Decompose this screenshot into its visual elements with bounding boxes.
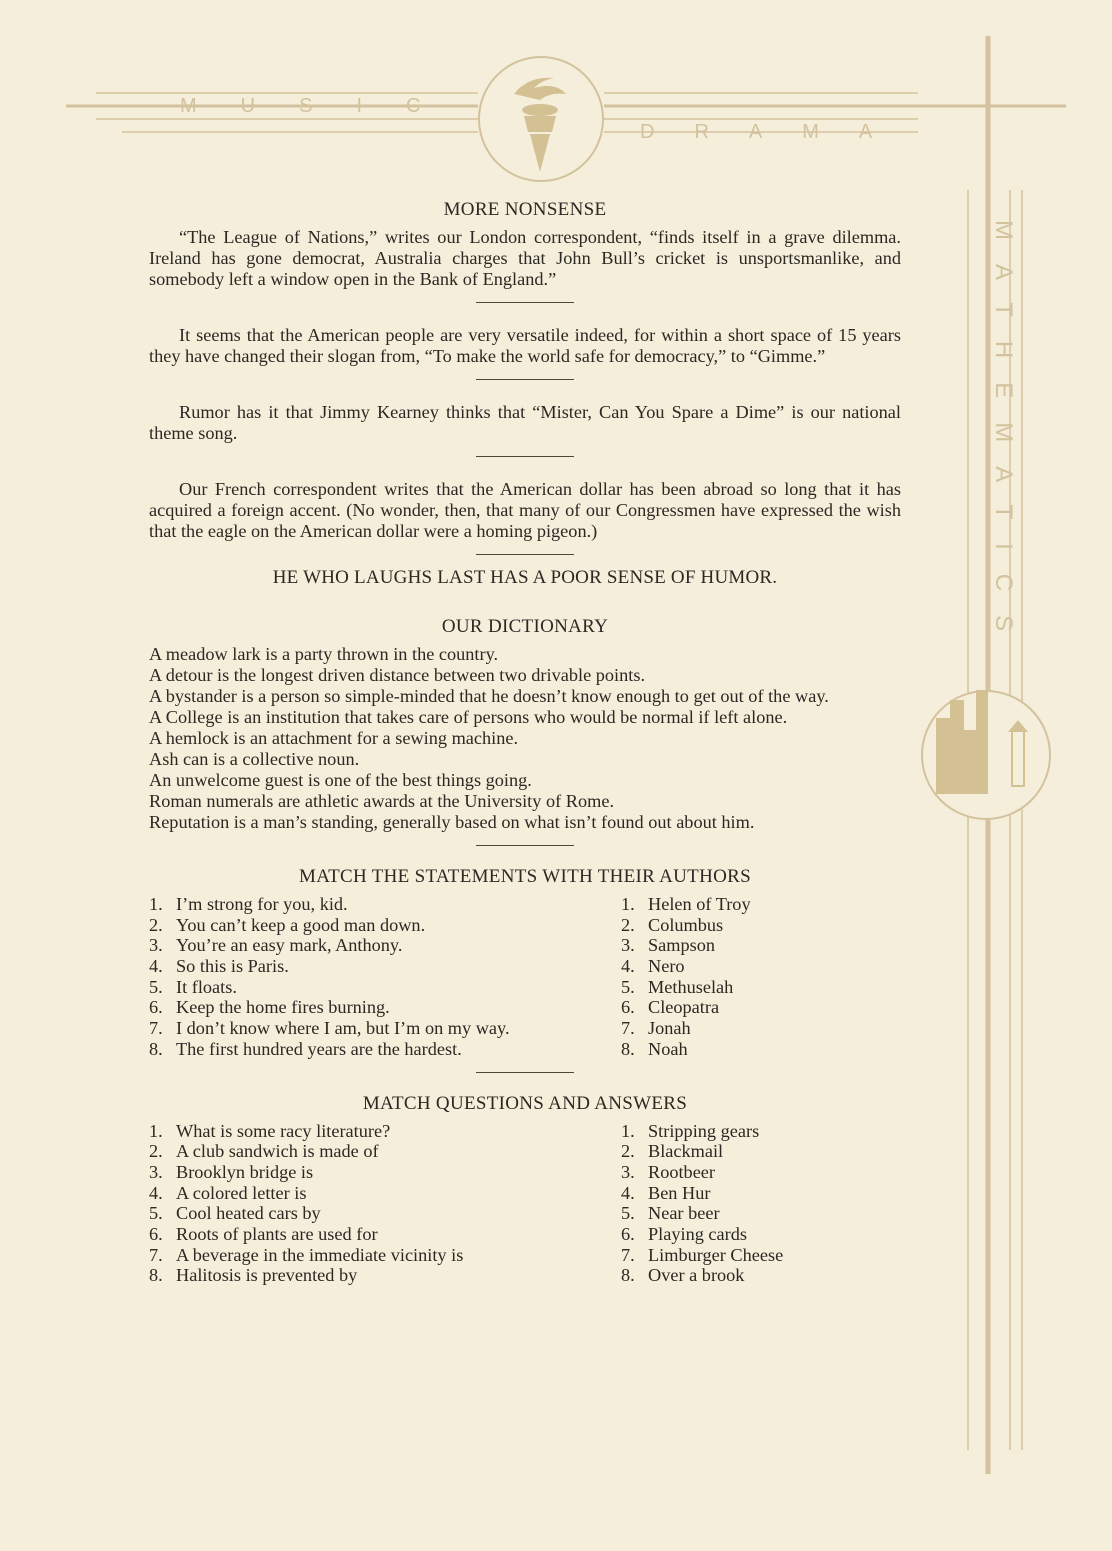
statement-text: It floats. xyxy=(176,976,237,997)
author-name: Jonah xyxy=(648,1018,691,1039)
dictionary-entry: A College is an institution that takes care of persons who would be normal if left alone. xyxy=(149,707,788,727)
match-row xyxy=(149,1141,901,1162)
match-row xyxy=(149,935,901,956)
statement-number: 7. xyxy=(149,1018,163,1039)
author-number: 4. xyxy=(621,956,635,977)
author-name: Methuselah xyxy=(648,976,734,997)
statement-text: The first hundred years are the hardest. xyxy=(176,1038,462,1059)
answer-number: 4. xyxy=(621,1182,635,1203)
answer-number: 1. xyxy=(621,1120,635,1141)
paragraph: Our French correspondent writes that the American dollar has been abroad so long that it has acquired a foreign accent. (No wonder, then, that many of our Congressmen have expressed the wish that the eagle on the American dollar were a homing pigeon.) xyxy=(149,479,901,541)
question-number: 4. xyxy=(149,1182,163,1203)
statement-number: 3. xyxy=(149,935,163,956)
match-row xyxy=(149,1224,901,1245)
match-row xyxy=(149,1018,901,1039)
statement-number: 6. xyxy=(149,997,163,1018)
author-name: Helen of Troy xyxy=(648,894,751,914)
statement-number: 5. xyxy=(149,976,163,997)
match-row xyxy=(149,1039,901,1060)
answer-text: Playing cards xyxy=(648,1223,748,1244)
match-row xyxy=(149,1265,901,1286)
answer-text: Ben Hur xyxy=(648,1182,711,1203)
dictionary-entry: A meadow lark is a party thrown in the country. xyxy=(149,644,499,664)
statement-text: I don’t know where I am, but I’m on my way. xyxy=(176,1018,510,1039)
question-number: 5. xyxy=(149,1203,163,1224)
question-text: A club sandwich is made of xyxy=(176,1141,379,1162)
dictionary-list xyxy=(149,644,901,833)
question-text: Halitosis is prevented by xyxy=(176,1265,358,1286)
statement-number: 1. xyxy=(149,894,163,914)
torch-emblem-icon xyxy=(514,78,566,172)
question-text: A colored letter is xyxy=(176,1182,307,1203)
author-number: 7. xyxy=(621,1018,635,1039)
author-name: Noah xyxy=(648,1038,688,1059)
question-text: What is some racy literature? xyxy=(176,1120,391,1141)
author-name: Columbus xyxy=(648,914,724,935)
answer-number: 3. xyxy=(621,1161,635,1182)
statement-text: You can’t keep a good man down. xyxy=(176,914,426,935)
question-number: 3. xyxy=(149,1161,163,1182)
author-name: Nero xyxy=(648,956,685,977)
author-number: 5. xyxy=(621,976,635,997)
match-row xyxy=(149,977,901,998)
dictionary-entry: A bystander is a person so simple-minded that he doesn’t know enough to get out of the way. xyxy=(149,686,829,706)
match-authors-title: MATCH THE STATEMENTS WITH THEIR AUTHORS xyxy=(299,866,751,887)
dictionary-entry: Reputation is a man’s standing, generally based on what isn’t found out about him. xyxy=(149,812,755,832)
author-name: Sampson xyxy=(648,935,716,956)
statement-text: So this is Paris. xyxy=(176,956,289,977)
answer-number: 8. xyxy=(621,1265,635,1286)
author-number: 3. xyxy=(621,935,635,956)
question-text: Roots of plants are used for xyxy=(176,1223,378,1244)
dictionary-entry: Ash can is a collective noun. xyxy=(149,749,360,769)
statement-text: You’re an easy mark, Anthony. xyxy=(176,935,403,956)
answer-text: Stripping gears xyxy=(648,1120,760,1141)
match-authors-list xyxy=(149,894,901,1060)
dictionary-title: OUR DICTIONARY xyxy=(441,616,609,637)
match-qa-title: MATCH QUESTIONS AND ANSWERS xyxy=(362,1092,688,1114)
answer-text: Rootbeer xyxy=(648,1161,716,1182)
answer-number: 7. xyxy=(621,1244,635,1265)
question-number: 6. xyxy=(149,1223,163,1244)
question-number: 8. xyxy=(149,1265,163,1286)
paragraph: “The League of Nations,” writes our London correspondent, “finds itself in a grave dilemma. Ireland has gone democrat, Australia charges that John Bull’s cricket is unsportsmanlike, and somebody left a window open in the Bank of England.” xyxy=(149,227,901,289)
match-row xyxy=(149,1162,901,1183)
match-row xyxy=(149,1203,901,1224)
match-row xyxy=(149,997,901,1018)
drama-band-label: DRAMA xyxy=(640,121,913,143)
dictionary-entry: Roman numerals are athletic awards at the University of Rome. xyxy=(149,791,615,811)
match-row xyxy=(149,1183,901,1204)
answer-text: Blackmail xyxy=(648,1141,724,1162)
match-row xyxy=(149,894,901,915)
music-band-label: MUSIC xyxy=(180,95,465,117)
page-content xyxy=(149,199,901,1286)
dictionary-entry: An unwelcome guest is one of the best things going. xyxy=(149,770,532,790)
match-row xyxy=(149,915,901,936)
answer-text: Limburger Cheese xyxy=(648,1244,784,1265)
match-row xyxy=(149,1121,901,1142)
statement-text: Keep the home fires burning. xyxy=(176,997,390,1018)
answer-number: 2. xyxy=(621,1141,635,1162)
answer-number: 5. xyxy=(621,1203,635,1224)
paragraph: It seems that the American people are very versatile indeed, for within a short space of 15 years they have changed their slogan from, “To make the world safe for democracy,” to “Gimme.” xyxy=(149,325,901,366)
author-number: 6. xyxy=(621,997,635,1018)
question-text: Brooklyn bridge is xyxy=(176,1161,314,1182)
more-nonsense-title: MORE NONSENSE xyxy=(443,199,607,220)
answer-text: Over a brook xyxy=(648,1265,745,1286)
statement-number: 2. xyxy=(149,914,163,935)
statement-text: I’m strong for you, kid. xyxy=(176,894,348,914)
question-text: A beverage in the immediate vicinity is xyxy=(176,1244,464,1265)
statement-number: 8. xyxy=(149,1038,163,1059)
question-text: Cool heated cars by xyxy=(176,1203,321,1224)
match-row xyxy=(149,956,901,977)
answer-text: Near beer xyxy=(648,1203,720,1224)
match-qa-list xyxy=(149,1121,901,1287)
author-number: 1. xyxy=(621,894,635,914)
author-number: 8. xyxy=(621,1038,635,1059)
paragraph: Rumor has it that Jimmy Kearney thinks that “Mister, Can You Spare a Dime” is our national theme song. xyxy=(149,402,901,443)
question-number: 7. xyxy=(149,1244,163,1265)
joke-line: HE WHO LAUGHS LAST HAS A POOR SENSE OF HUMOR. xyxy=(272,567,778,588)
answer-number: 6. xyxy=(621,1223,635,1244)
author-name: Cleopatra xyxy=(648,997,720,1018)
question-number: 2. xyxy=(149,1141,163,1162)
statement-number: 4. xyxy=(149,956,163,977)
author-number: 2. xyxy=(621,914,635,935)
dictionary-entry: A detour is the longest driven distance between two drivable points. xyxy=(149,665,646,685)
question-number: 1. xyxy=(149,1120,163,1141)
dictionary-entry: A hemlock is an attachment for a sewing machine. xyxy=(149,728,519,748)
match-row xyxy=(149,1245,901,1266)
mathematics-side-label: MATHEMATICS xyxy=(990,220,1017,656)
